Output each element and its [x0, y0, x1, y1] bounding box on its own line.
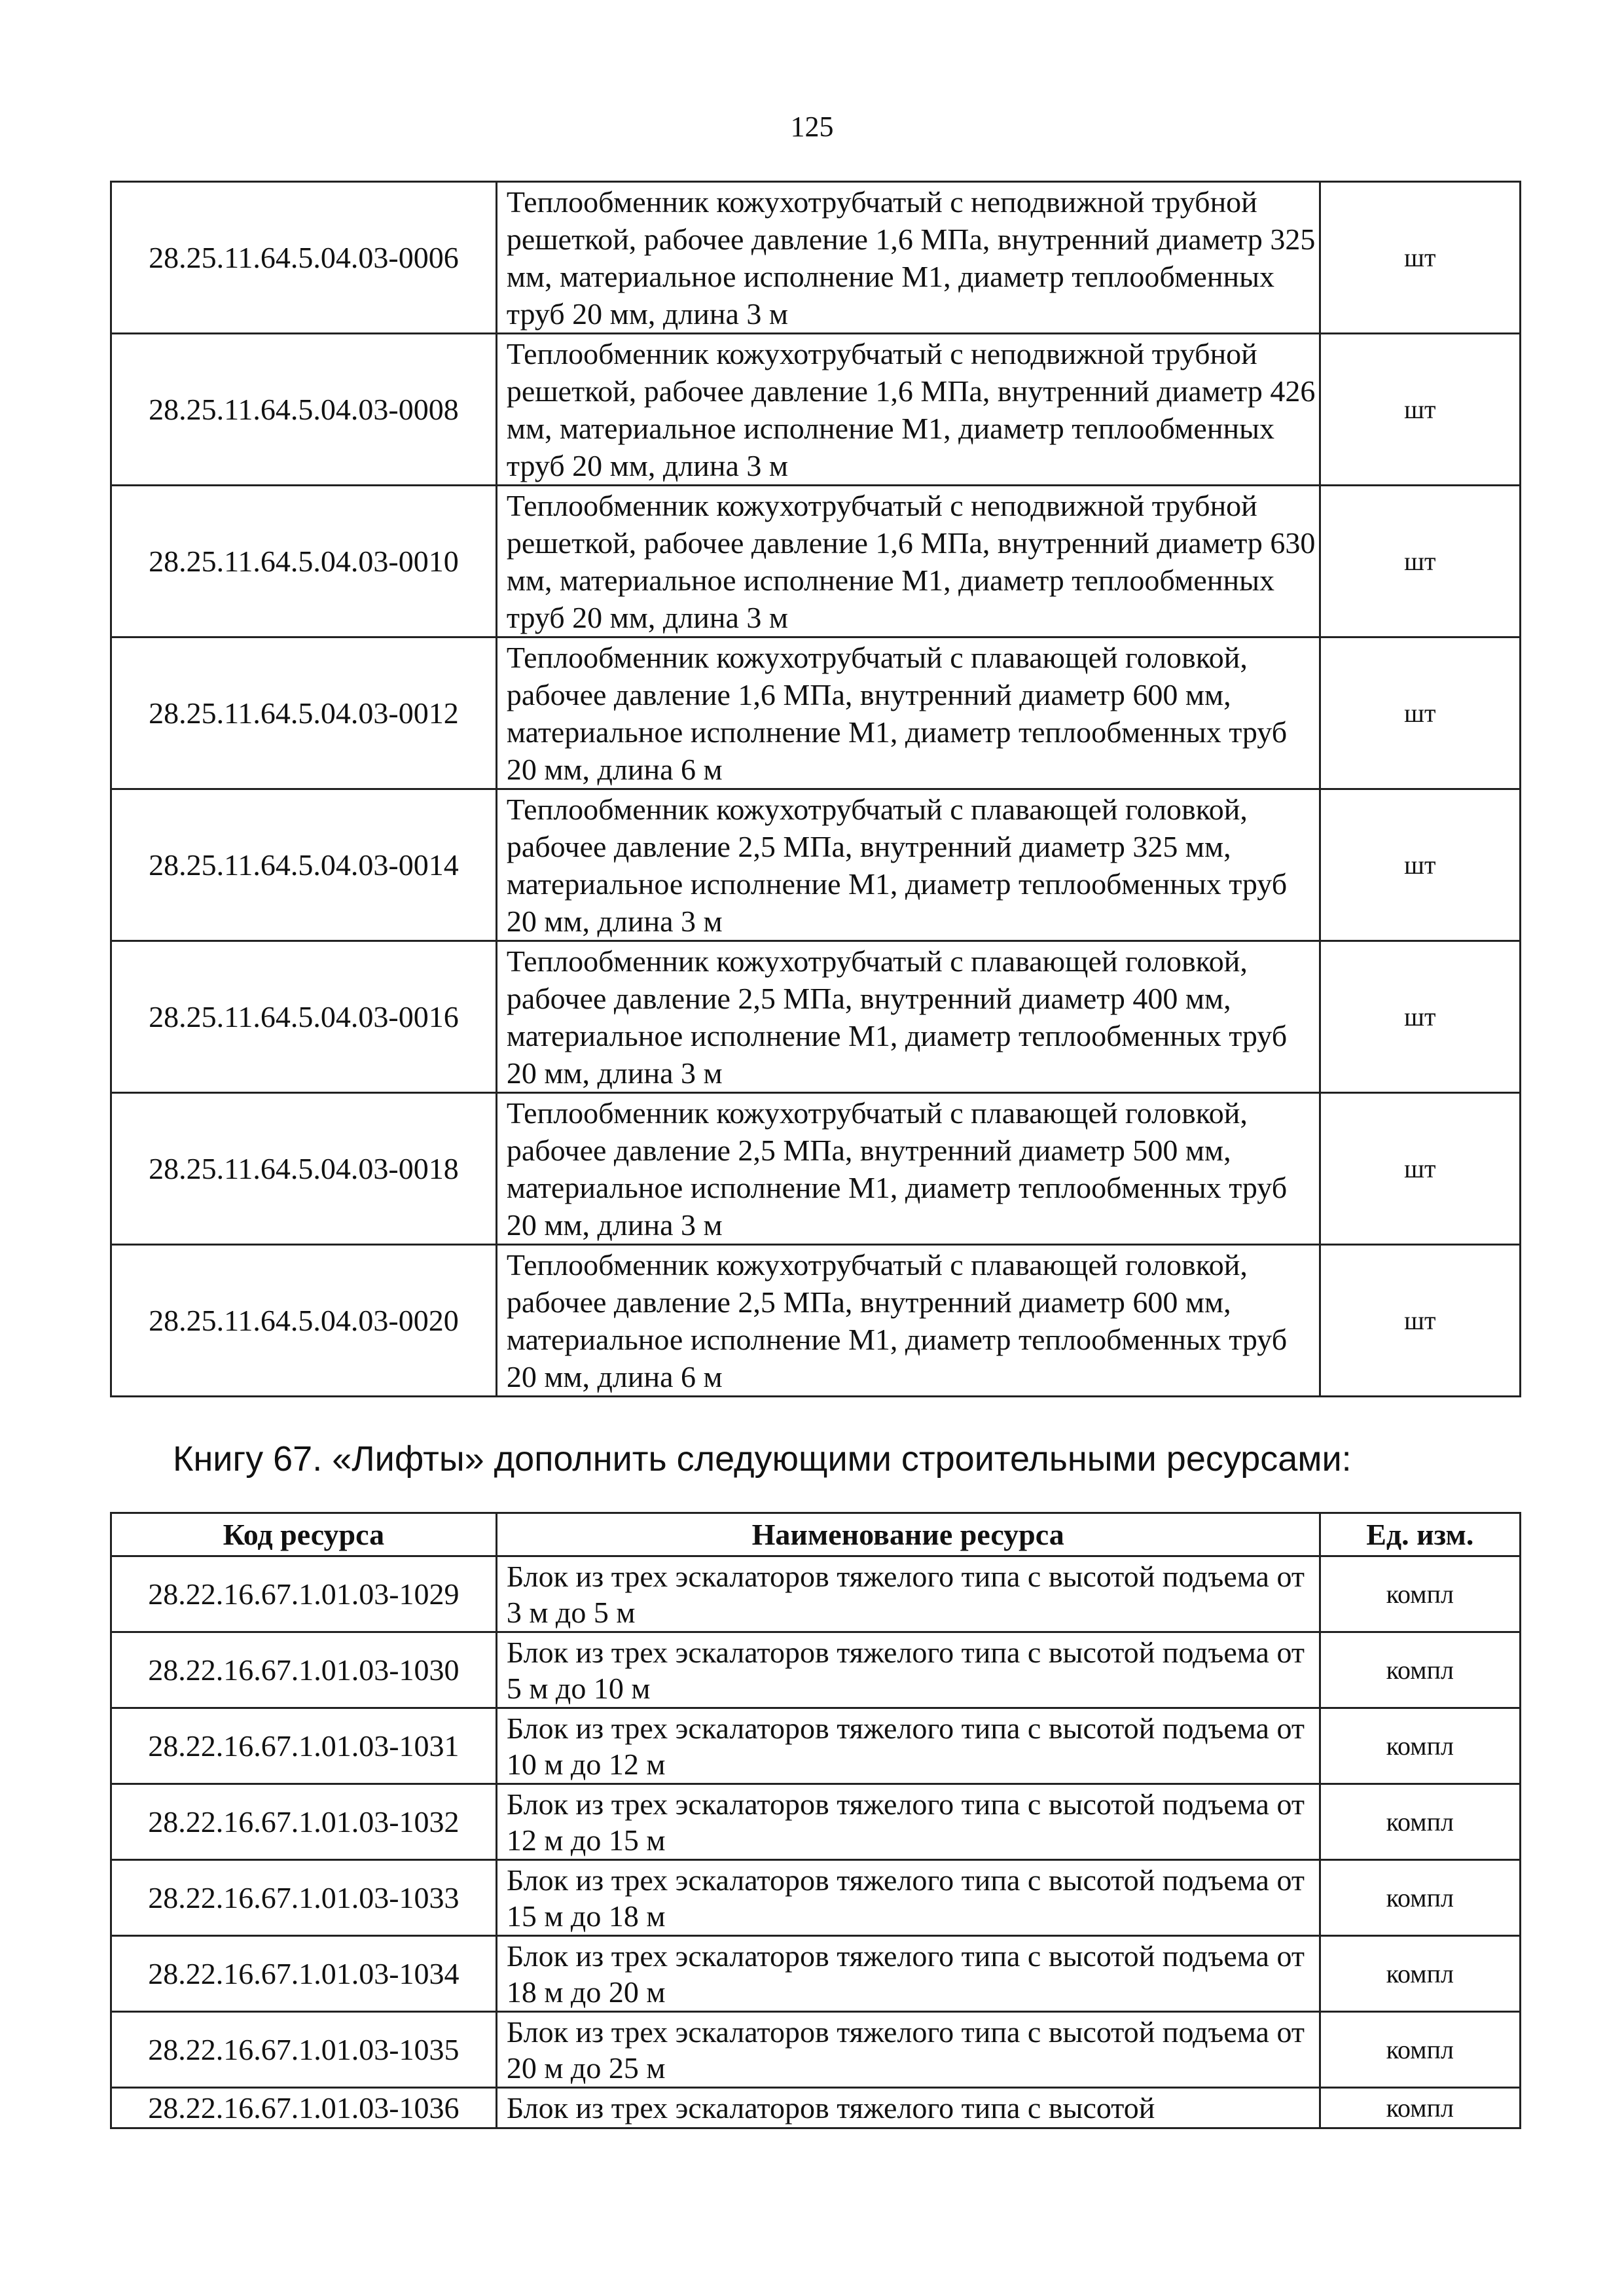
table-row [111, 1245, 1521, 1397]
resource-name: Блок из трех эскалаторов тяжелого типа с высотой подъема от 20 м до 25 м [496, 2012, 1320, 2088]
table-row [111, 334, 1521, 486]
resource-unit: компл [1320, 1936, 1520, 2012]
heat-exchangers-table [110, 181, 1521, 1397]
resource-code: 28.25.11.64.5.04.03-0006 [111, 182, 497, 334]
resource-unit: компл [1320, 1860, 1520, 1936]
resource-name: Теплообменник кожухотрубчатый с неподвижной трубной решеткой, рабочее давление 1,6 МПа, внутренний диаметр 426 мм, материальное исполнение М1, диаметр теплообменных труб 20 мм, длина 3 м [496, 334, 1320, 486]
table-row [111, 1632, 1521, 1708]
resource-unit: шт [1320, 1245, 1520, 1397]
resource-code: 28.22.16.67.1.01.03-1030 [111, 1632, 497, 1708]
resource-code: 28.22.16.67.1.01.03-1029 [111, 1556, 497, 1632]
resource-code: 28.25.11.64.5.04.03-0016 [111, 941, 497, 1093]
table-row [111, 1093, 1521, 1245]
resource-unit: шт [1320, 637, 1520, 789]
table-row [111, 182, 1521, 334]
resource-name: Теплообменник кожухотрубчатый с плавающей головкой, рабочее давление 2,5 МПа, внутренний диаметр 600 мм, материальное исполнение М1, диаметр теплообменных труб 20 мм, длина 6 м [496, 1245, 1320, 1397]
table-row [111, 637, 1521, 789]
resource-code: 28.25.11.64.5.04.03-0020 [111, 1245, 497, 1397]
table-header-row [111, 1513, 1521, 1556]
resource-unit: шт [1320, 182, 1520, 334]
table-row [111, 941, 1521, 1093]
resource-name: Теплообменник кожухотрубчатый с плавающей головкой, рабочее давление 2,5 МПа, внутренний диаметр 400 мм, материальное исполнение М1, диаметр теплообменных труб 20 мм, длина 3 м [496, 941, 1320, 1093]
header-name: Наименование ресурса [496, 1513, 1320, 1556]
resource-code: 28.22.16.67.1.01.03-1034 [111, 1936, 497, 2012]
resource-name: Блок из трех эскалаторов тяжелого типа с высотой [496, 2088, 1320, 2128]
resource-unit: компл [1320, 2012, 1520, 2088]
escalators-table [110, 1512, 1521, 2129]
resource-name: Теплообменник кожухотрубчатый с неподвижной трубной решеткой, рабочее давление 1,6 МПа, внутренний диаметр 630 мм, материальное исполнение М1, диаметр теплообменных труб 20 мм, длина 3 м [496, 486, 1320, 637]
resource-name: Теплообменник кожухотрубчатый с плавающей головкой, рабочее давлениe 1,6 МПа, внутренний диаметр 600 мм, материальное исполнение М1, диаметр теплообменных труб 20 мм, длина 6 м [496, 637, 1320, 789]
page-number: 125 [790, 111, 834, 143]
resource-unit: шт [1320, 1093, 1520, 1245]
resource-unit: компл [1320, 1708, 1520, 1784]
table-row [111, 2088, 1521, 2128]
resource-code: 28.25.11.64.5.04.03-0010 [111, 486, 497, 637]
table-row [111, 1784, 1521, 1860]
resource-unit: шт [1320, 941, 1520, 1093]
resource-code: 28.22.16.67.1.01.03-1033 [111, 1860, 497, 1936]
resource-name: Блок из трех эскалаторов тяжелого типа с высотой подъема от 12 м до 15 м [496, 1784, 1320, 1860]
resource-unit: компл [1320, 1632, 1520, 1708]
table-row [111, 1708, 1521, 1784]
resource-unit: шт [1320, 334, 1520, 486]
resource-code: 28.22.16.67.1.01.03-1036 [111, 2088, 497, 2128]
table-row [111, 1556, 1521, 1632]
header-code: Код ресурса [111, 1513, 497, 1556]
resource-unit: компл [1320, 1556, 1520, 1632]
resource-name: Теплообменник кожухотрубчатый с плавающей головкой, рабочее давление 2,5 МПа, внутренний диаметр 500 мм, материальное исполнение М1, диаметр теплообменных труб 20 мм, длина 3 м [496, 1093, 1320, 1245]
resource-name: Теплообменник кожухотрубчатый с неподвижной трубной решеткой, рабочее давление 1,6 МПа, внутренний диаметр 325 мм, материальное исполнение М1, диаметр теплообменных труб 20 мм, длина 3 м [496, 182, 1320, 334]
table-row [111, 1936, 1521, 2012]
resource-code: 28.25.11.64.5.04.03-0014 [111, 789, 497, 941]
resource-name: Блок из трех эскалаторов тяжелого типа с высотой подъема от 3 м до 5 м [496, 1556, 1320, 1632]
resource-code: 28.25.11.64.5.04.03-0012 [111, 637, 497, 789]
resource-name: Блок из трех эскалаторов тяжелого типа с высотой подъема от 10 м до 12 м [496, 1708, 1320, 1784]
resource-code: 28.25.11.64.5.04.03-0008 [111, 334, 497, 486]
table-row [111, 2012, 1521, 2088]
table-row [111, 789, 1521, 941]
resource-unit: компл [1320, 1784, 1520, 1860]
header-unit: Ед. изм. [1320, 1513, 1520, 1556]
section-intro-text: Книгу 67. «Лифты» дополнить следующими строительными ресурсами: [173, 1439, 1352, 1479]
resource-code: 28.22.16.67.1.01.03-1032 [111, 1784, 497, 1860]
table-row [111, 1860, 1521, 1936]
resource-code: 28.25.11.64.5.04.03-0018 [111, 1093, 497, 1245]
resource-code: 28.22.16.67.1.01.03-1031 [111, 1708, 497, 1784]
resource-name: Блок из трех эскалаторов тяжелого типа с высотой подъема от 18 м до 20 м [496, 1936, 1320, 2012]
resource-name: Теплообменник кожухотрубчатый с плавающей головкой, рабочее давление 2,5 МПа, внутренний диаметр 325 мм, материальное исполнение М1, диаметр теплообменных труб 20 мм, длина 3 м [496, 789, 1320, 941]
resource-code: 28.22.16.67.1.01.03-1035 [111, 2012, 497, 2088]
resource-unit: шт [1320, 486, 1520, 637]
table-row [111, 486, 1521, 637]
resource-unit: компл [1320, 2088, 1520, 2128]
resource-name: Блок из трех эскалаторов тяжелого типа с высотой подъема от 5 м до 10 м [496, 1632, 1320, 1708]
resource-unit: шт [1320, 789, 1520, 941]
resource-name: Блок из трех эскалаторов тяжелого типа с высотой подъема от 15 м до 18 м [496, 1860, 1320, 1936]
